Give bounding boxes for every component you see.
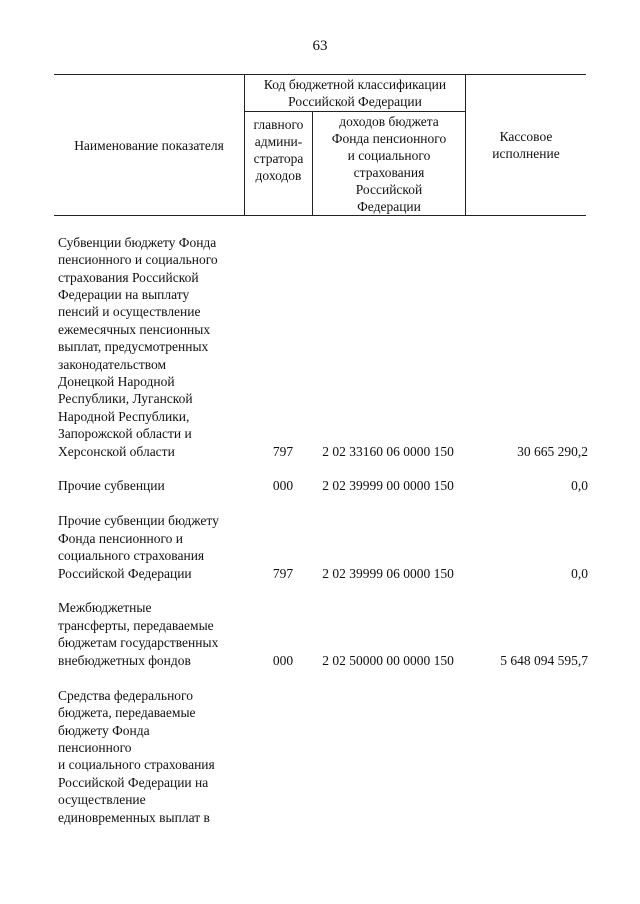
row-name: Субвенции бюджету Фонда пенсионного и социального страхования Российской Федерации на выплату пенсий и осуществление ежемесячных пенсионных выплат, предусмотренных законодательством Донецкой Народной Республики, Луганской Народной Республики, Запорожской области и Херсонской области: [58, 234, 218, 459]
header-code-group: Код бюджетной классификации Российской Федерации: [263, 76, 447, 109]
row-revenue-code: 2 02 33160 06 0000 150: [322, 443, 454, 459]
row-revenue-code: 2 02 50000 00 0000 150: [322, 652, 454, 668]
header-indicator-name: Наименование показателя: [74, 137, 224, 153]
table-row: [58, 510, 588, 582]
row-amount: 5 648 094 595,7: [500, 652, 588, 668]
table-header: [54, 74, 586, 216]
table-row: [58, 474, 588, 494]
header-cash-execution: Кассовое исполнение: [492, 129, 560, 161]
row-name: Средства федерального бюджета, передаваемые бюджету Фонда пенсионного и социального страхования Российской Федерации на осуществление единовременных выплат в: [58, 687, 215, 825]
row-revenue-code: 2 02 39999 00 0000 150: [322, 477, 454, 493]
row-admin-code: 797: [272, 443, 294, 459]
row-admin-code: 000: [272, 477, 294, 493]
row-name: Межбюджетные трансферты, передаваемые бюджетам государственных внебюджетных фондов: [58, 600, 219, 668]
row-amount: 0,0: [571, 565, 588, 581]
row-amount: 30 665 290,2: [517, 443, 588, 459]
row-revenue-code: 2 02 39999 06 0000 150: [322, 565, 454, 581]
row-amount: 0,0: [571, 477, 588, 493]
page-number: 63: [312, 38, 328, 54]
row-admin-code: 000: [272, 652, 294, 668]
row-name: Прочие субвенции: [58, 477, 165, 493]
table-row: [58, 232, 588, 460]
table-row: [58, 684, 588, 826]
header-admin-code: главного админи- стратора доходов: [253, 117, 304, 183]
row-name: Прочие субвенции бюджету Фонда пенсионного и социального страхования Российской Федерации: [58, 513, 219, 581]
header-revenue-code: доходов бюджета Фонда пенсионного и социального страхования Российской Федерации: [331, 113, 447, 214]
row-admin-code: 797: [272, 565, 294, 581]
table-row: [58, 597, 588, 669]
